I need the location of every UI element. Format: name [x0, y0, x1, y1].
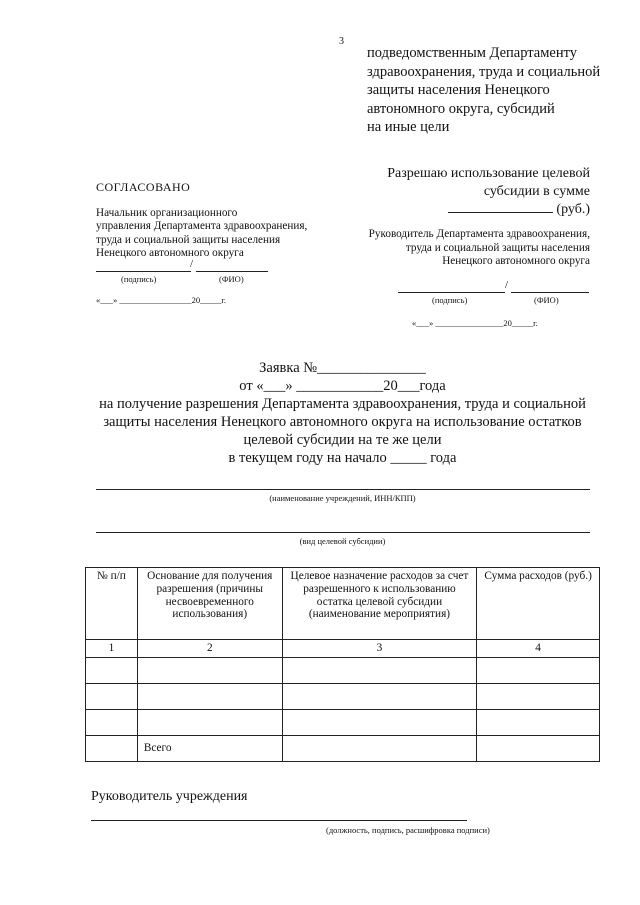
- agreed-name-caption: (ФИО): [219, 274, 244, 284]
- table-cell[interactable]: [282, 709, 477, 735]
- header-number: № п/п: [86, 568, 138, 640]
- approve-line1: Разрешаю использование целевой: [387, 166, 590, 181]
- agreed-name-line: [196, 271, 268, 272]
- agreed-sign-line: [96, 271, 191, 272]
- request-table: [85, 567, 600, 762]
- table-cell[interactable]: [282, 683, 477, 709]
- approve-sign-line: [398, 292, 505, 293]
- table-cell[interactable]: [477, 657, 600, 683]
- header-amount: Сумма расходов (руб.): [477, 568, 600, 640]
- institution-caption: (наименование учреждений, ИНН/КПП): [269, 493, 416, 503]
- table-cell[interactable]: [282, 735, 477, 761]
- header-continuation: подведомственным Департаменту здравоохранения, труда и социальной защиты населения Ненецкого автономного округа, субсидий на иные цели: [367, 45, 601, 136]
- table-cell[interactable]: [86, 683, 138, 709]
- col-number-3: 3: [282, 640, 477, 658]
- total-label: Всего: [137, 735, 282, 761]
- request-title-line6: в текущем году на начало _____ года: [228, 450, 457, 466]
- table-header-row: [86, 568, 600, 640]
- page-number: 3: [339, 36, 344, 47]
- table-row: [86, 709, 600, 735]
- agreed-sign-caption: (подпись): [121, 274, 157, 284]
- table-cell[interactable]: [477, 683, 600, 709]
- approve-name-line: [511, 292, 589, 293]
- table-total-row: [86, 735, 600, 761]
- agreed-position: Начальник организационного управления Департамента здравоохранения, труда и социальной защиты населения Ненецкого автономного округа: [96, 207, 308, 260]
- subsidy-caption: (вид целевой субсидии): [299, 536, 386, 546]
- table-cell[interactable]: [86, 735, 138, 761]
- head-sign-caption: (должность, подпись, расшифровка подписи): [326, 825, 490, 835]
- approve-slash: /: [505, 279, 509, 291]
- request-title-line3: на получение разрешения Департамента здравоохранения, труда и социальной: [99, 396, 586, 412]
- table-cell[interactable]: [477, 709, 600, 735]
- institution-line: [96, 489, 590, 490]
- subsidy-line: [96, 532, 590, 533]
- table-row: [86, 657, 600, 683]
- agreed-slash: /: [190, 258, 194, 270]
- request-number: Заявка №_______________: [259, 360, 426, 376]
- approve-sum-line: [387, 200, 590, 219]
- request-title-line5: целевой субсидии на те же цели: [243, 432, 442, 448]
- request-date: от «___» ____________20___года: [239, 378, 446, 394]
- header-basis: Основание для получения разрешения (причины несвоевременного использования): [137, 568, 282, 640]
- agreed-date: «___» _________________20_____г.: [96, 295, 227, 305]
- col-number-4: 4: [477, 640, 600, 658]
- header-purpose: Целевое назначение расходов за счет разрешенного к использованию остатка целевой субсидии (наименование мероприятия): [282, 568, 477, 640]
- table-row: [86, 683, 600, 709]
- approve-line3: (руб.): [556, 202, 590, 217]
- table-cell[interactable]: [282, 657, 477, 683]
- col-number-2: 2: [137, 640, 282, 658]
- table-cell[interactable]: [86, 709, 138, 735]
- total-amount-cell[interactable]: [477, 735, 600, 761]
- request-title-line4: защиты населения Ненецкого автономного округа на использование остатков: [103, 414, 582, 430]
- col-number-1: 1: [86, 640, 138, 658]
- approve-line2: субсидии в сумме: [483, 183, 590, 199]
- approve-sign-caption: (подпись): [432, 295, 468, 305]
- agreed-title: СОГЛАСОВАНО: [96, 180, 191, 194]
- approve-date: «___» ________________20_____г.: [412, 318, 538, 328]
- table-cell[interactable]: [137, 657, 282, 683]
- table-cell[interactable]: [137, 683, 282, 709]
- table-cell[interactable]: [86, 657, 138, 683]
- approve-block: [387, 165, 590, 219]
- approve-name-caption: (ФИО): [534, 295, 559, 305]
- head-label: Руководитель учреждения: [91, 789, 248, 804]
- approve-position: Руководитель Департамента здравоохранения, труда и социальной защиты населения Ненецкого автономного округа: [368, 228, 590, 268]
- approve-sum-blank: [448, 200, 553, 213]
- head-sign-line: [91, 820, 467, 821]
- table-numbering-row: [86, 640, 600, 658]
- table-cell[interactable]: [137, 709, 282, 735]
